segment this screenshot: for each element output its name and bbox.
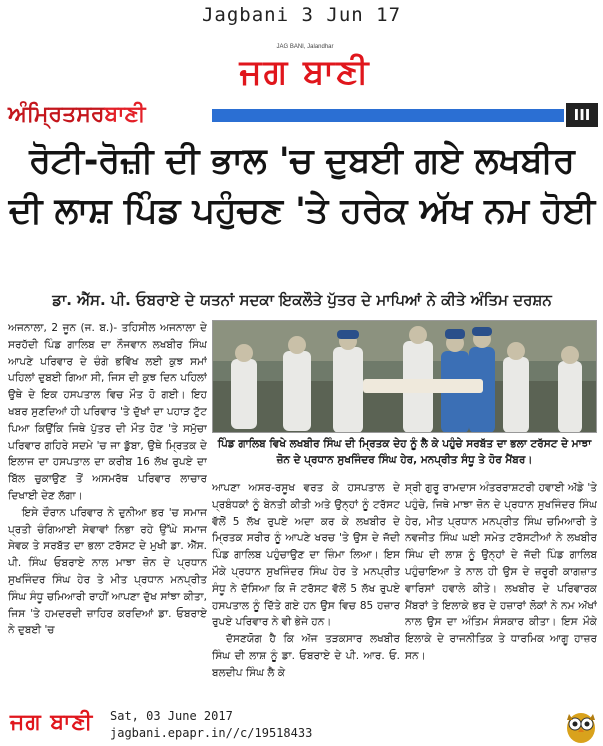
article-paragraph: ਆਪਣਾ ਅਸਰ-ਰਸੂਖ ਵਰਤ ਕੇ ਹਸਪਤਾਲ ਦੇ ਪ੍ਰਬੰਧਕਾਂ ਨੂੰ ਬੇਨਤੀ ਕੀਤੀ ਅਤੇ ਉਨ੍ਹਾਂ ਨੂੰ ਟਰੱਸਟ ਵੱਲੋਂ 5 ਲੱਖ ਰੁਪਏ ਅਦਾ ਕਰ ਕੇ ਲਖਬੀਰ ਦੇ ਮ੍ਰਿਤਕ ਸਰੀਰ ਨੂੰ ਆਪਣੇ ਖਰਚ 'ਤੇ ਉਸ ਦੇ ਜੱਦੀ ਪਿੰਡ ਗਾਲਿਬ ਪਹੁੰਚਾਉਣ ਦਾ ਜ਼ਿੰਮਾ ਲਿਆ। ਇਸ ਮੌਕੇ ਪ੍ਰਧਾਨ ਸੁਖਜਿੰਦਰ ਸਿੰਘ ਹੇਰ ਤੇ ਮਨਪ੍ਰੀਤ ਸੰਧੂ ਨੇ ਦੱਸਿਆ ਕਿ ਜੋ ਟਰੱਸਟ ਵੱਲੋਂ 5 ਲੱਖ ਰੁਪਏ ਹਸਪਤਾਲ ਨੂੰ ਦਿੱਤੇ ਗਏ ਹਨ ਉਸ ਵਿਚ 85 ਹਜ਼ਾਰ ਰੁਪਏ ਪਰਿਵਾਰ ਨੇ ਵੀ ਭੇਜੇ ਹਨ। xyxy=(212,482,400,629)
photo-caption: ਪਿੰਡ ਗਾਲਿਬ ਵਿਖੇ ਲਖਬੀਰ ਸਿੰਘ ਦੀ ਮ੍ਰਿਤਕ ਦੇਹ ਨੂੰ ਲੈ ਕੇ ਪਹੁੰਚੇ ਸਰਬੱਤ ਦਾ ਭਲਾ ਟਰੱਸਟ ਦੇ ਮਾਝਾ ਜ਼ੋਨ ਦੇ ਪ੍ਰਧਾਨ ਸੁਖਜਿੰਦਰ ਸਿੰਘ ਹੇਰ, ਮਨਪ੍ਰੀਤ ਸੰਧੂ ਤੇ ਹੋਰ ਮੈਂਬਰ। xyxy=(217,438,592,466)
article-column-right xyxy=(405,480,597,708)
article-paragraph: ਅਜਨਾਲਾ, 2 ਜੂਨ (ਜ. ਬ.)- ਤਹਿਸੀਲ ਅਜਨਾਲਾ ਦੇ ਸਰਹੱਦੀ ਪਿੰਡ ਗਾਲਿਬ ਦਾ ਨੌਜਵਾਨ ਲਖਬੀਰ ਸਿੰਘ ਆਪਣੇ ਪਰਿਵਾਰ ਦੇ ਚੰਗੇ ਭਵਿੱਖ ਲਈ ਕੁਝ ਸਮਾਂ ਪਹਿਲਾਂ ਦੁਬਈ ਗਿਆ ਸੀ, ਜਿਸ ਦੀ ਕੁਝ ਦਿਨ ਪਹਿਲਾਂ ਉਥੇ ਦੇ ਇਕ ਹਸਪਤਾਲ ਵਿਚ ਮੌਤ ਹੋ ਗਈ। ਇਹ ਖਬਰ ਸੁਣਦਿਆਂ ਹੀ ਪਰਿਵਾਰ 'ਤੇ ਦੁੱਖਾਂ ਦਾ ਪਹਾੜ ਟੁੱਟ ਪਿਆ ਕਿਉਂਕਿ ਜਿਥੇ ਪੁੱਤਰ ਦੀ ਮੌਤ ਹੋਣ 'ਤੇ ਸਮੁੱਚਾ ਪਰਿਵਾਰ ਗਹਿਰੇ ਸਦਮੇ 'ਚ ਜਾ ਡੁੱਬਾ, ਉਥੇ ਮ੍ਰਿਤਕ ਦੇ ਇਲਾਜ ਦਾ ਹਸਪਤਾਲ ਦਾ ਕਰੀਬ 16 ਲੱਖ ਰੁਪਏ ਦਾ ਬਿੱਲ ਚੁਕਾਉਣ ਤੋਂ ਅਸਮਰੱਥ ਪਰਿਵਾਰ ਲਾਚਾਰ ਦਿਖਾਈ ਦੇਣ ਲੱਗਾ। xyxy=(8,322,207,502)
page-marker: III xyxy=(566,103,598,127)
headline-line-2: ਦੀ ਲਾਸ਼ ਪਿੰਡ ਪਹੁੰਚਣ 'ਤੇ ਹਰੇਕ ਅੱਖ ਨਮ ਹੋਈ xyxy=(8,191,596,231)
article-column-left xyxy=(8,320,207,708)
section-label-main: ਅੰਮ੍ਰਿਤਸਰ xyxy=(8,102,105,127)
article-paragraph: ਸ੍ਰੀ ਗੁਰੂ ਰਾਮਦਾਸ ਅੰਤਰਰਾਸ਼ਟਰੀ ਹਵਾਈ ਅੱਡੇ 'ਤੇ ਪਹੁੰਚੇ, ਜਿਥੇ ਮਾਝਾ ਜ਼ੋਨ ਦੇ ਪ੍ਰਧਾਨ ਸੁਖਜਿੰਦਰ ਸਿੰਘ ਹੇਰ, ਮੀਤ ਪ੍ਰਧਾਨ ਮਨਪ੍ਰੀਤ ਸਿੰਘ ਚਮਿਆਰੀ ਤੇ ਨਵਜੀਤ ਸਿੰਘ ਘਈ ਸਮੇਤ ਟਰੱਸਟੀਆਂ ਨੇ ਲਖਬੀਰ ਸਿੰਘ ਦੀ ਲਾਸ਼ ਨੂੰ ਉਨ੍ਹਾਂ ਦੇ ਜੱਦੀ ਪਿੰਡ ਗਾਲਿਬ ਪਹੁੰਚਾਇਆ ਤੇ ਨਾਲ ਹੀ ਉਸ ਦੇ ਜ਼ਰੂਰੀ ਕਾਗਜ਼ਾਤ ਵਾਰਿਸਾਂ ਹਵਾਲੇ ਕੀਤੇ। ਲਖਬੀਰ ਦੇ ਪਰਿਵਾਰਕ ਮੈਂਬਰਾਂ ਤੇ ਇਲਾਕੇ ਭਰ ਦੇ ਹਜ਼ਾਰਾਂ ਲੋਕਾਂ ਨੇ ਨਮ ਅੱਖਾਂ ਨਾਲ ਉਸ ਦਾ ਅੰਤਿਮ ਸੰਸਕਾਰ ਕੀਤਾ। ਇਸ ਮੌਕੇ ਇਲਾਕੇ ਦੇ ਰਾਜਨੀਤਿਕ ਤੇ ਧਾਰਮਿਕ ਆਗੂ ਹਾਜ਼ਰ ਸਨ। xyxy=(405,482,597,662)
clip-header: Jagbani 3 Jun 17 xyxy=(201,4,402,26)
footer-logo: ਜਗ ਬਾਣੀ xyxy=(10,710,94,735)
article-paragraph: ਇਸੇ ਦੌਰਾਨ ਪਰਿਵਾਰ ਨੇ ਦੁਨੀਆ ਭਰ 'ਚ ਸਮਾਜ ਪ੍ਰਤੀ ਚੰਗਿਆਈ ਸੇਵਾਵਾਂ ਨਿਭਾ ਰਹੇ ਉੱਘੇ ਸਮਾਜ ਸੇਵਕ ਤੇ ਸਰਬੱਤ ਦਾ ਭਲਾ ਟਰੱਸਟ ਦੇ ਮੁਖੀ ਡਾ. ਐੱਸ. ਪੀ. ਸਿੰਘ ਓਬਰਾਏ ਨਾਲ ਮਾਝਾ ਜ਼ੋਨ ਦੇ ਪ੍ਰਧਾਨ ਸੁਖਜਿੰਦਰ ਸਿੰਘ ਹੇਰ ਤੇ ਮੀਤ ਪ੍ਰਧਾਨ ਮਨਪ੍ਰੀਤ ਸਿੰਘ ਸੰਧੂ ਚਮਿਆਰੀ ਰਾਹੀਂ ਆਪਣਾ ਦੁੱਖ ਸਾਂਝਾ ਕੀਤਾ, ਜਿਸ 'ਤੇ ਹਮਦਰਦੀ ਜ਼ਾਹਿਰ ਕਰਦਿਆਂ ਡਾ. ਓਬਰਾਏ ਨੇ ਦੁਬਈ 'ਚ xyxy=(8,506,207,637)
article-paragraph: ਦੱਸਣਯੋਗ ਹੈ ਕਿ ਅੱਜ ਤੜਕਸਾਰ ਲਖਬੀਰ ਸਿੰਘ ਦੀ ਲਾਸ਼ ਨੂੰ ਡਾ. ਓਬਰਾਏ ਦੇ ਪੀ. ਆਰ. ਓ. ਬਲਦੀਪ ਸਿੰਘ ਲੈ ਕੇ xyxy=(212,633,400,679)
news-photo xyxy=(212,320,597,433)
headline xyxy=(8,136,596,236)
footer-url[interactable]: jagbani.epapr.in//c/19518433 xyxy=(110,726,313,740)
owl-icon xyxy=(562,708,600,744)
article-column-middle xyxy=(212,480,400,708)
news-photo-illustration xyxy=(213,321,597,433)
section-label-accent: ਬਾਣੀ xyxy=(104,102,146,127)
masthead-logo: ਜਗ ਬਾਣੀ xyxy=(239,52,371,92)
masthead xyxy=(190,44,420,100)
subheadline: ਡਾ. ਐੱਸ. ਪੀ. ਓਬਰਾਏ ਦੇ ਯਤਨਾਂ ਸਦਕਾ ਇਕਲੌਤੇ ਪੁੱਤਰ ਦੇ ਮਾਪਿਆਂ ਨੇ ਕੀਤੇ ਅੰਤਿਮ ਦਰਸ਼ਨ xyxy=(52,291,552,309)
footer-date: Sat, 03 June 2017 xyxy=(110,709,233,723)
section-color-band xyxy=(212,109,564,122)
masthead-tagline: JAG BANI, Jalandhar xyxy=(276,44,334,50)
section-bar xyxy=(8,100,598,130)
headline-line-1: ਰੋਟੀ-ਰੋਜ਼ੀ ਦੀ ਭਾਲ 'ਚ ਦੁਬਈ ਗਏ ਲਖਬੀਰ xyxy=(29,141,575,181)
footer xyxy=(0,706,603,746)
section-label xyxy=(8,100,145,130)
